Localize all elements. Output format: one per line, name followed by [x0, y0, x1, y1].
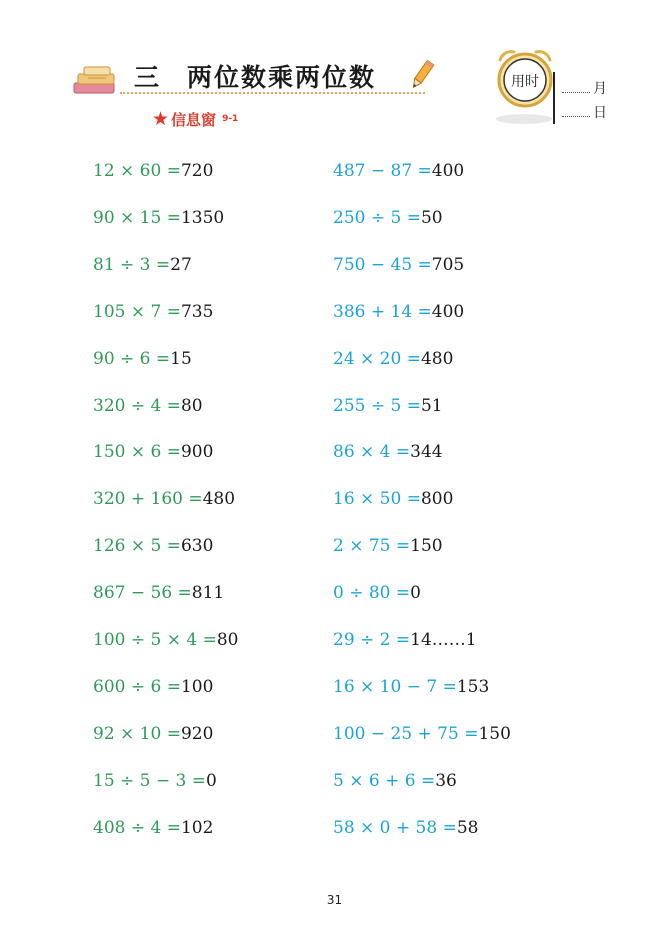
problem-answer: 150	[410, 536, 443, 557]
problem-expression: 12 × 60 =	[93, 161, 181, 181]
problem-row	[93, 583, 224, 603]
problem-expression: 255 ÷ 5 =	[333, 395, 421, 416]
problem-expression: 386 + 14 =	[333, 301, 432, 322]
problem-expression: 58 × 0 + 58 =	[333, 817, 457, 838]
star-icon: ★	[152, 108, 170, 130]
problem-expression: 487 − 87 =	[333, 161, 432, 181]
chapter-title-text: 两位数乘两位数	[187, 63, 377, 92]
problem-row	[333, 161, 464, 181]
problem-row	[333, 489, 453, 509]
problem-row	[333, 349, 453, 369]
problem-expression: 2 × 75 =	[333, 536, 411, 557]
problem-answer: 735	[180, 301, 214, 322]
problem-row	[93, 208, 224, 228]
problem-row	[93, 302, 213, 322]
chapter-number: 三	[134, 63, 162, 92]
problem-answer: 51	[420, 395, 443, 416]
problem-row	[93, 442, 213, 462]
problem-expression: 16 × 10 − 7 =	[333, 676, 457, 697]
problem-answer: 344	[410, 442, 443, 463]
problem-row	[333, 583, 421, 603]
problem-expression: 320 ÷ 4 =	[93, 395, 181, 416]
problem-row	[333, 724, 511, 744]
problem-row	[93, 536, 213, 556]
problem-expression: 408 ÷ 4 =	[93, 817, 181, 838]
problem-answer: 36	[435, 770, 457, 791]
problem-row	[93, 255, 192, 275]
problem-row	[333, 255, 464, 275]
problem-answer: 100	[180, 676, 214, 697]
problem-row	[93, 630, 238, 650]
problem-expression: 750 − 45 =	[333, 254, 432, 275]
problem-row	[93, 771, 217, 791]
problem-row	[333, 208, 443, 228]
problem-answer: 800	[420, 489, 454, 510]
page-number: 31	[326, 893, 343, 907]
problem-answer: 480	[420, 348, 454, 369]
problem-row	[333, 677, 489, 697]
problem-answer: 400	[431, 301, 465, 322]
problem-expression: 24 × 20 =	[333, 348, 421, 369]
problem-row	[93, 349, 192, 369]
problem-expression: 86 × 4 =	[333, 442, 411, 463]
problem-expression: 81 ÷ 3 =	[93, 254, 171, 275]
problem-expression: 90 ÷ 6 =	[93, 348, 171, 369]
problem-expression: 100 ÷ 5 × 4 =	[93, 630, 217, 650]
problem-expression: 5 × 6 + 6 =	[333, 770, 436, 791]
problem-expression: 126 × 5 =	[93, 536, 181, 557]
problem-expression: 0 ÷ 80 =	[333, 583, 411, 604]
problem-answer: 705	[431, 254, 465, 275]
problem-row	[93, 818, 213, 838]
problem-row	[333, 536, 443, 556]
problem-row	[333, 818, 478, 838]
problem-row	[333, 771, 457, 791]
problem-expression: 150 × 6 =	[93, 442, 181, 463]
problem-answer: 630	[180, 536, 214, 557]
problem-expression: 100 − 25 + 75 =	[333, 723, 479, 744]
problem-answer: 50	[420, 207, 443, 228]
problem-answer: 720	[180, 161, 214, 181]
problem-expression: 600 ÷ 6 =	[93, 676, 181, 697]
problem-row	[333, 630, 477, 650]
problem-expression: 250 ÷ 5 =	[333, 207, 421, 228]
problem-expression: 867 − 56 =	[93, 583, 192, 604]
problem-answer: 80	[216, 630, 239, 650]
section-label: 信息窗	[171, 110, 217, 129]
problem-expression: 320 + 160 =	[93, 489, 203, 510]
problem-answer: 0	[206, 770, 217, 791]
problem-answer: 811	[191, 583, 225, 604]
problem-expression: 92 × 10 =	[93, 723, 181, 744]
clock-label: 用时	[511, 74, 539, 90]
problem-answer: 1350	[180, 207, 225, 228]
month-label: 月	[593, 81, 607, 97]
problem-answer: 15	[170, 348, 192, 369]
problem-answer: 900	[180, 442, 214, 463]
problem-row	[93, 489, 235, 509]
problem-answer: 920	[180, 723, 214, 744]
problem-answer: 400	[431, 161, 465, 181]
problem-row	[333, 302, 464, 322]
problem-row	[93, 677, 213, 697]
problem-expression: 105 × 7 =	[93, 301, 181, 322]
section-code: 9-1	[222, 114, 239, 124]
problem-expression: 90 × 15 =	[93, 207, 181, 228]
problem-answer: 58	[456, 817, 479, 838]
problem-answer: 153	[456, 676, 490, 697]
problem-answer: 80	[180, 395, 203, 416]
problem-row	[93, 396, 203, 416]
problem-row	[333, 442, 443, 462]
problem-expression: 16 × 50 =	[333, 489, 421, 510]
problem-answer: 480	[202, 489, 236, 510]
problem-expression: 15 ÷ 5 − 3 =	[93, 770, 207, 791]
day-label: 日	[593, 105, 607, 121]
problem-answer: 150	[478, 723, 511, 744]
problem-row	[93, 161, 213, 181]
problem-answer: 27	[170, 254, 192, 275]
problem-answer: 0	[410, 583, 421, 604]
problem-answer: 102	[180, 817, 214, 838]
problem-row	[333, 396, 443, 416]
problem-expression: 29 ÷ 2 =	[333, 630, 411, 650]
problem-row	[93, 724, 213, 744]
problem-answer: 14……1	[410, 630, 477, 650]
